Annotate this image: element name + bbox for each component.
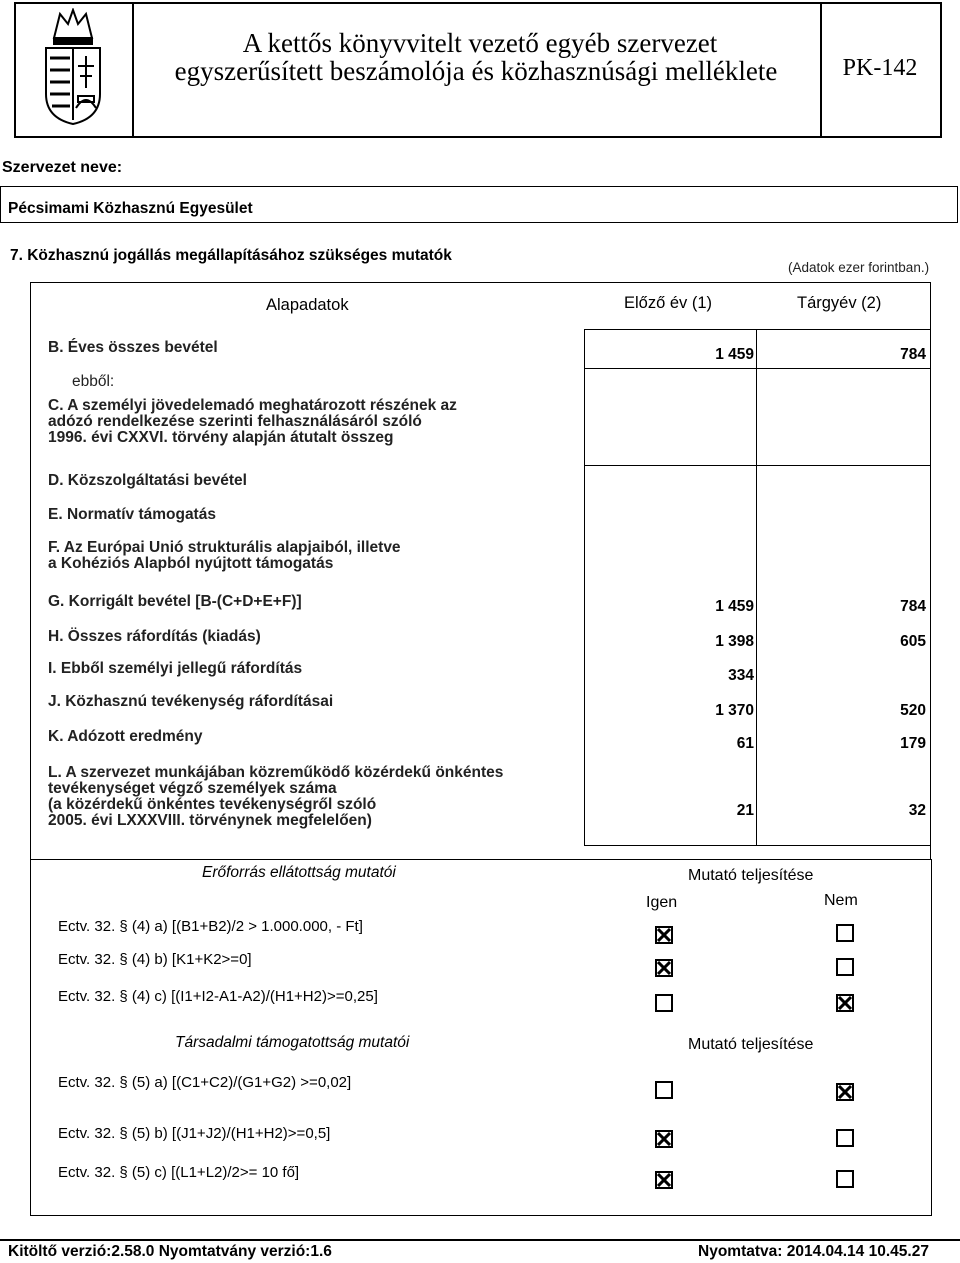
row-h-prev: 1 398 (715, 633, 754, 650)
row-j-prev: 1 370 (715, 702, 754, 719)
coat-of-arms-icon (40, 8, 106, 126)
social-item-1-yes-checkbox[interactable] (655, 1081, 673, 1099)
table-top-line (30, 282, 930, 283)
checkmark-x-icon (838, 1085, 852, 1099)
resource-item-3-yes-checkbox[interactable] (655, 994, 673, 1012)
social-item-1-label: Ectv. 32. § (5) a) [(C1+C2)/(G1+G2) >=0,02] (58, 1074, 352, 1091)
row-k-prev: 61 (736, 735, 754, 752)
row-h-curr: 605 (900, 633, 926, 650)
row-i-label: I. Ebből személyi jellegű ráfordítás (48, 660, 303, 677)
form-code: PK-142 (842, 55, 918, 81)
header-row-line (584, 329, 930, 330)
resource-item-1-no-checkbox[interactable] (836, 924, 854, 942)
row-l-line-3: (a közérdekű önkéntes tevékenységről szóló (48, 796, 377, 813)
social-fulfil-title: Mutató teljesítése (688, 1036, 814, 1053)
row-k-label: K. Adózott eredmény (48, 728, 203, 745)
resource-item-2-yes-checkbox[interactable] (655, 959, 673, 977)
resource-item-2-no-checkbox[interactable] (836, 958, 854, 976)
footer-print-date: Nyomtatva: 2014.04.14 10.45.27 (698, 1243, 929, 1260)
row-i-prev: 334 (728, 667, 754, 684)
row-c-line-3: 1996. évi CXXVI. törvény alapján átutalt összeg (48, 429, 394, 446)
row-line-b (584, 368, 930, 369)
row-ebbol-label: ebből: (72, 373, 115, 390)
row-f-line-2: a Kohéziós Alapból nyújtott támogatás (48, 555, 334, 572)
form-title-line-2: egyszerűsített beszámolója és közhasznúsági melléklete (174, 56, 778, 86)
social-item-3-label: Ectv. 32. § (5) c) [(L1+L2)/2>= 10 fő] (58, 1164, 300, 1181)
org-name-label: Szervezet neve: (2, 159, 123, 176)
row-g-label: G. Korrigált bevétel [B-(C+D+E+F)] (48, 593, 302, 610)
social-item-3-yes-checkbox[interactable] (655, 1171, 673, 1189)
checkmark-x-icon (838, 996, 852, 1010)
org-name-value: Pécsimami Közhasznú Egyesület (8, 200, 253, 217)
row-l-line-4: 2005. évi LXXXVIII. törvénynek megfelelően) (48, 812, 372, 829)
social-title: Társadalmi támogatottság mutatói (175, 1034, 410, 1051)
checkmark-x-icon (657, 928, 671, 942)
row-b-prev: 1 459 (715, 346, 754, 363)
row-f-line-1: F. Az Európai Unió strukturális alapjaiból, illetve (48, 539, 401, 556)
row-c-line-2: adózó rendelkezése szerinti felhasználásáról szóló (48, 413, 422, 430)
table-left-line (30, 282, 31, 860)
resource-item-3-label: Ectv. 32. § (4) c) [(I1+I2-A1-A2)/(H1+H2)>=0,25] (58, 988, 378, 1005)
row-d-label: D. Közszolgáltatási bevétel (48, 472, 247, 489)
section-title: 7. Közhasznú jogállás megállapításához szükséges mutatók (10, 247, 452, 264)
row-j-curr: 520 (900, 702, 926, 719)
social-item-2-no-checkbox[interactable] (836, 1129, 854, 1147)
row-h-label: H. Összes ráfordítás (kiadás) (48, 628, 261, 645)
row-k-curr: 179 (900, 735, 926, 752)
col-divider-left (584, 329, 585, 845)
resource-item-1-yes-checkbox[interactable] (655, 926, 673, 944)
row-l-curr: 32 (908, 802, 926, 819)
row-line-f (584, 845, 930, 846)
resource-item-1-label: Ectv. 32. § (4) a) [(B1+B2)/2 > 1.000.000, - Ft] (58, 918, 363, 935)
checkmark-x-icon (657, 1173, 671, 1187)
row-e-label: E. Normatív támogatás (48, 506, 216, 523)
checkmark-x-icon (657, 961, 671, 975)
social-item-2-label: Ectv. 32. § (5) b) [(J1+J2)/(H1+H2)>=0,5] (58, 1125, 331, 1142)
yes-header: Igen (646, 894, 678, 911)
row-g-prev: 1 459 (715, 598, 754, 615)
no-header: Nem (824, 892, 858, 909)
resources-title: Erőforrás ellátottság mutatói (202, 864, 396, 881)
row-line-c (584, 465, 930, 466)
resource-item-2-label: Ectv. 32. § (4) b) [K1+K2>=0] (58, 951, 252, 968)
row-l-line-1: L. A szervezet munkájában közreműködő közérdekű önkéntes (48, 764, 504, 781)
row-c-line-1: C. A személyi jövedelemadó meghatározott részének az (48, 397, 457, 414)
row-j-label: J. Közhasznú tevékenység ráfordításai (48, 693, 334, 710)
resource-item-3-no-checkbox[interactable] (836, 994, 854, 1012)
social-item-1-no-checkbox[interactable] (836, 1083, 854, 1101)
table-right-line (930, 282, 931, 860)
row-l-line-2: tevékenységet végző személyek száma (48, 780, 337, 797)
col-header-prev: Előző év (1) (624, 294, 713, 312)
footer-line (0, 1239, 960, 1241)
row-b-curr: 784 (900, 346, 926, 363)
unit-note: (Adatok ezer forintban.) (788, 260, 930, 275)
col-divider-mid (756, 329, 757, 845)
col-header-basic: Alapadatok (266, 296, 349, 314)
form-title-line-1: A kettős könyvvitelt vezető egyéb szervezet (242, 28, 718, 58)
footer-version: Kitöltő verzió:2.58.0 Nyomtatvány verzió:1.6 (8, 1243, 332, 1260)
social-item-3-no-checkbox[interactable] (836, 1170, 854, 1188)
social-item-2-yes-checkbox[interactable] (655, 1130, 673, 1148)
checkmark-x-icon (657, 1132, 671, 1146)
row-b-label: B. Éves összes bevétel (48, 339, 218, 356)
resources-fulfil-title: Mutató teljesítése (688, 867, 814, 884)
col-header-curr: Tárgyév (2) (797, 294, 882, 312)
row-l-prev: 21 (736, 802, 754, 819)
row-g-curr: 784 (900, 598, 926, 615)
